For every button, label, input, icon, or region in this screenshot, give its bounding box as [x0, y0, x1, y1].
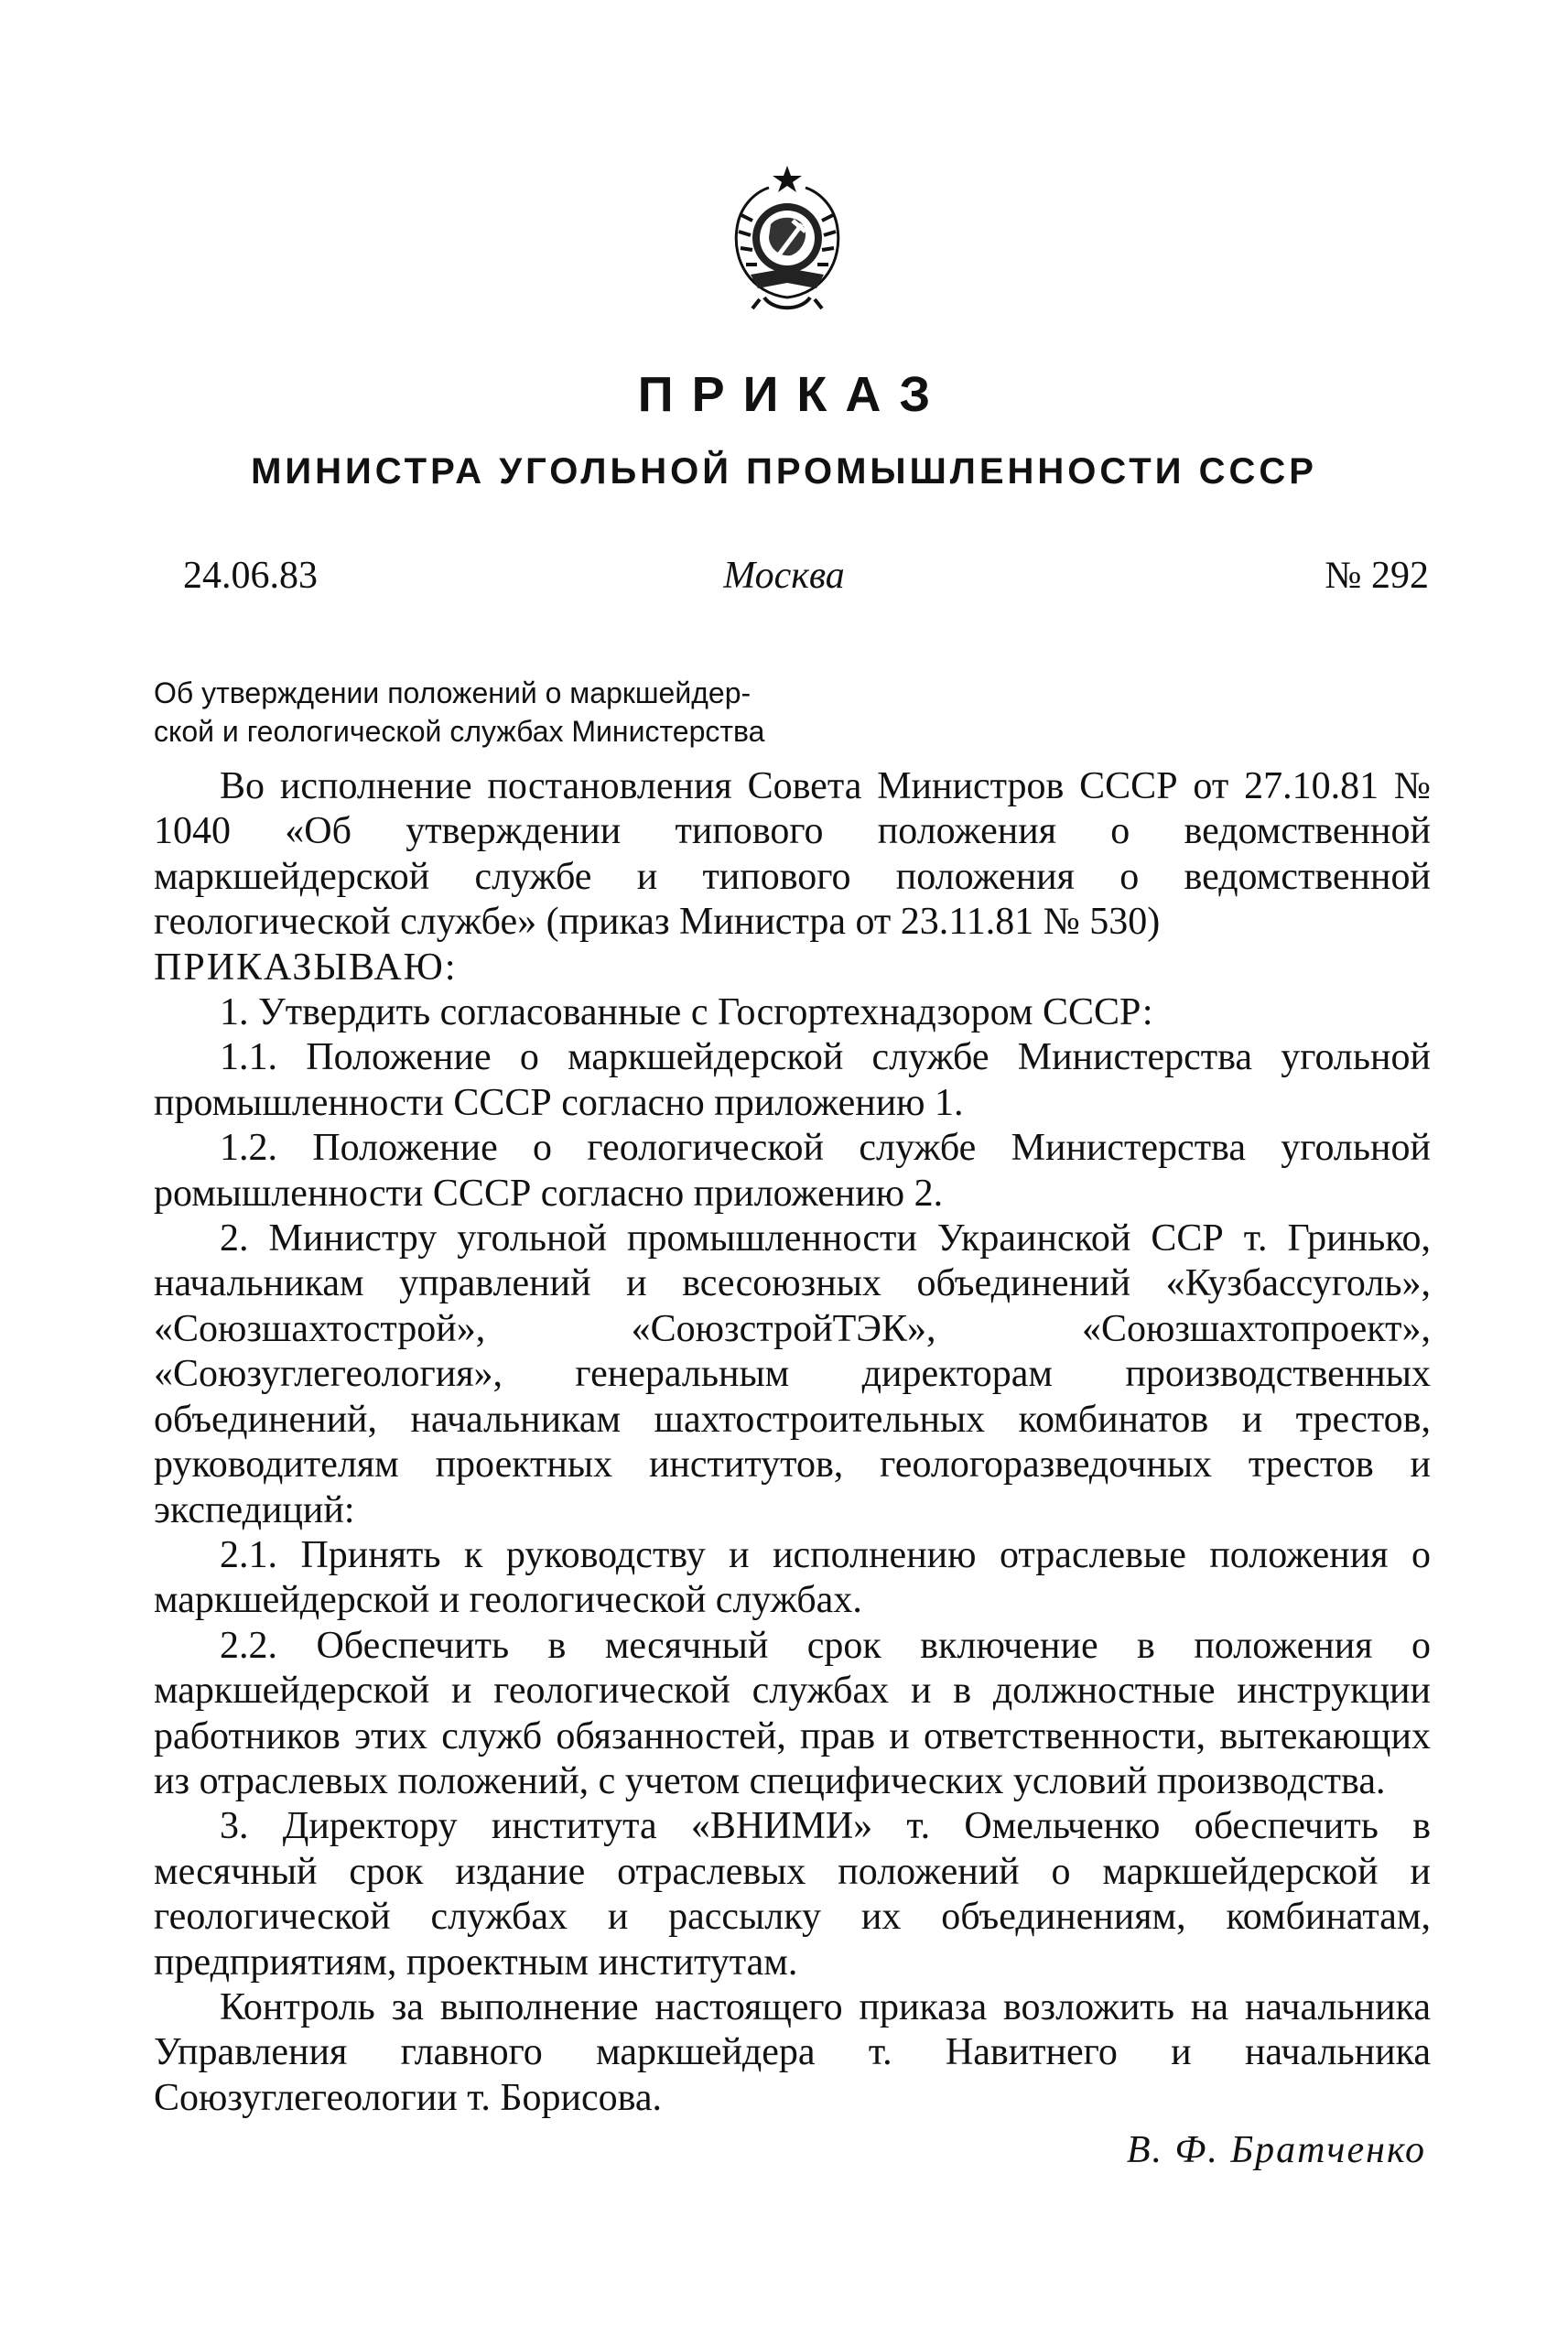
document-subtitle: МИНИСТРА УГОЛЬНОЙ ПРОМЫШЛЕННОСТИ СССР — [251, 451, 1317, 492]
paragraph-3: 3. Директору института «ВНИМИ» т. Омельченко обеспечить в месячный срок издание отраслевых положений о маркшейдерской и геологической службах и рассылку их объединениям, комбинатам, предприятиям, проектным институтам. — [154, 1805, 1431, 1984]
order-number: № 292 — [1325, 555, 1429, 597]
subject-line: Об утверждении положений о маркшейдер- — [154, 676, 752, 709]
order-city: Москва — [723, 555, 845, 597]
state-emblem-icon — [714, 160, 860, 320]
paragraph-1-2: 1.2. Положение о геологической службе Министерства угольной ромышленности СССР согласно приложению 2. — [154, 1127, 1431, 1215]
signature: В. Ф. Братченко — [1126, 2129, 1426, 2171]
paragraph-2-2: 2.2. Обеспечить в месячный срок включение в положения о маркшейдерской и геологической службах и в должностные инструкции работников этих служб обязанностей, прав и ответственности, вытекающих из отраслевых положений, с учетом специфических условий производства. — [154, 1624, 1431, 1802]
order-word: ПРИКАЗЫВАЮ: — [154, 946, 458, 989]
paragraph-1-1: 1.1. Положение о маркшейдерской службе Министерства угольной промышленности СССР согласно приложению 1. — [154, 1036, 1431, 1124]
order-subject — [154, 674, 813, 751]
preamble-paragraph: Во исполнение постановления Совета Министров СССР от 27.10.81 № 1040 «Об утверждении типового положения о ведомственной маркшейдерской службе и типового положения о ведомственной геологической службе» (приказ Министра от 23.11.81 № 530) — [154, 765, 1431, 944]
subject-line: ской и геологической службах Министерства — [154, 715, 765, 748]
document-title: ПРИКАЗ — [637, 367, 949, 422]
paragraph-1: 1. Утвердить согласованные с Госгортехнадзором СССР: — [220, 991, 1153, 1034]
paragraph-2-1: 2.1. Принять к руководству и исполнению отраслевые положения о маркшейдерской и геологической службах. — [154, 1533, 1431, 1622]
order-body — [154, 764, 1431, 2121]
order-date: 24.06.83 — [183, 555, 318, 597]
paragraph-2: 2. Министру угольной промышленности Украинской ССР т. Гринько, начальникам управлений и всесоюзных объединений «Кузбассуголь», «Союзшахтострой», «СоюзстройТЭК», «Союзшахтопроект», «Союзуглегеология», генеральным директорам производственных объединений, начальникам шахтостроительных комбинатов и трестов, руководителям проектных институтов, геологоразведочных трестов и экспедиций: — [154, 1217, 1431, 1531]
paragraph-control: Контроль за выполнение настоящего приказа возложить на начальника Управления главного маркшейдера т. Навитнего и начальника Союзуглегеологии т. Борисова. — [154, 1985, 1431, 2119]
